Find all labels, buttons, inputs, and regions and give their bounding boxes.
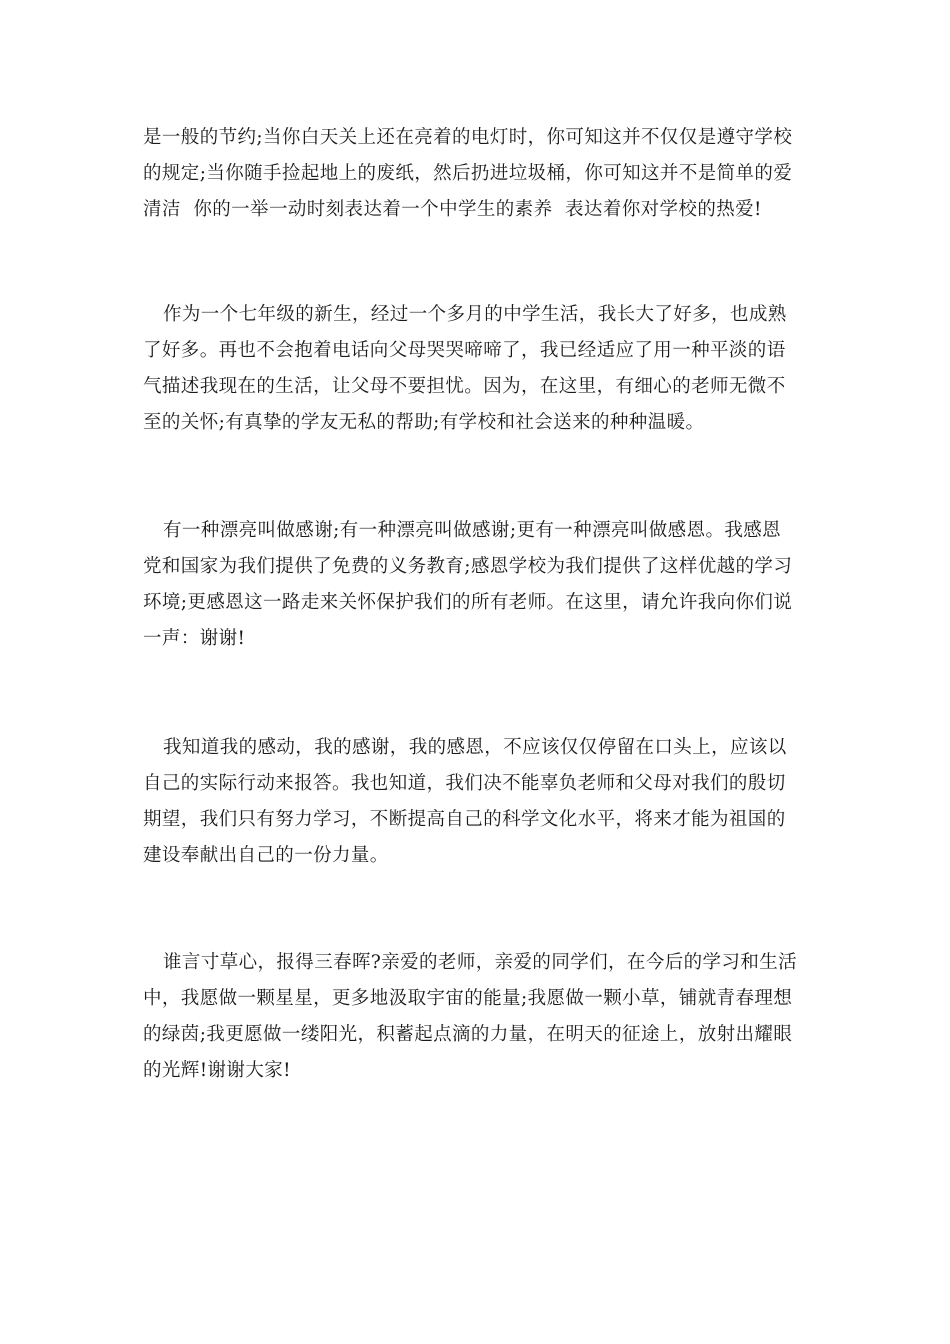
paragraph-line: 一声：谢谢! <box>143 628 246 649</box>
paragraph-line: 有一种漂亮叫做感谢;有一种漂亮叫做感谢;更有一种漂亮叫做感恩。我感恩 <box>163 520 782 541</box>
paragraph-line: 期望，我们只有努力学习，不断提高自己的科学文化水平，将来才能为祖国的 <box>143 809 786 830</box>
paragraph-line: 党和国家为我们提供了免费的义务教育;感恩学校为我们提供了这样优越的学习 <box>143 556 793 577</box>
paragraph-line: 至的关怀;有真挚的学友无私的帮助;有学校和社会送来的种种温暖。 <box>143 412 705 433</box>
paragraph-2 <box>143 297 813 441</box>
paragraph-line: 是一般的节约;当你白天关上还在亮着的电灯时，你可知这并不仅仅是遵守学校 <box>143 127 793 148</box>
paragraph-line: 谁言寸草心，报得三春晖?亲爱的老师，亲爱的同学们，在今后的学习和生活 <box>163 952 798 973</box>
paragraph-line: 了好多。再也不会抱着电话向父母哭哭啼啼了，我已经适应了用一种平淡的语 <box>143 340 786 361</box>
paragraph-line: 中，我愿做一颗星星，更多地汲取宇宙的能量;我愿做一颗小草，铺就青春理想 <box>143 988 793 1009</box>
paragraph-line: 建设奉献出自己的一份力量。 <box>143 845 389 866</box>
paragraph-1 <box>143 120 813 228</box>
paragraph-line: 的光辉!谢谢大家! <box>143 1060 291 1081</box>
paragraph-line: 我知道我的感动，我的感谢，我的感恩，不应该仅仅停留在口头上，应该以 <box>163 737 787 758</box>
paragraph-4 <box>143 730 813 874</box>
paragraph-3 <box>143 513 813 657</box>
paragraph-line: 的绿茵;我更愿做一缕阳光，积蓄起点滴的力量，在明天的征途上，放射出耀眼 <box>143 1024 793 1045</box>
paragraph-line: 自己的实际行动来报答。我也知道，我们决不能辜负老师和父母对我们的殷切 <box>143 773 786 794</box>
paragraph-5 <box>143 945 813 1089</box>
paragraph-line: 作为一个七年级的新生，经过一个多月的中学生活，我长大了好多，也成熟 <box>163 304 787 325</box>
paragraph-line: 的规定;当你随手捡起地上的废纸，然后扔进垃圾桶，你可知这并不是简单的爱 <box>143 163 793 184</box>
paragraph-line: 气描述我现在的生活，让父母不要担忧。因为，在这里，有细心的老师无微不 <box>143 376 786 397</box>
paragraph-line: 清洁 你的一举一动时刻表达着一个中学生的素养 表达着你对学校的热爱! <box>143 199 762 220</box>
paragraph-line: 环境;更感恩这一路走来关怀保护我们的所有老师。在这里，请允许我向你们说 <box>143 592 793 613</box>
